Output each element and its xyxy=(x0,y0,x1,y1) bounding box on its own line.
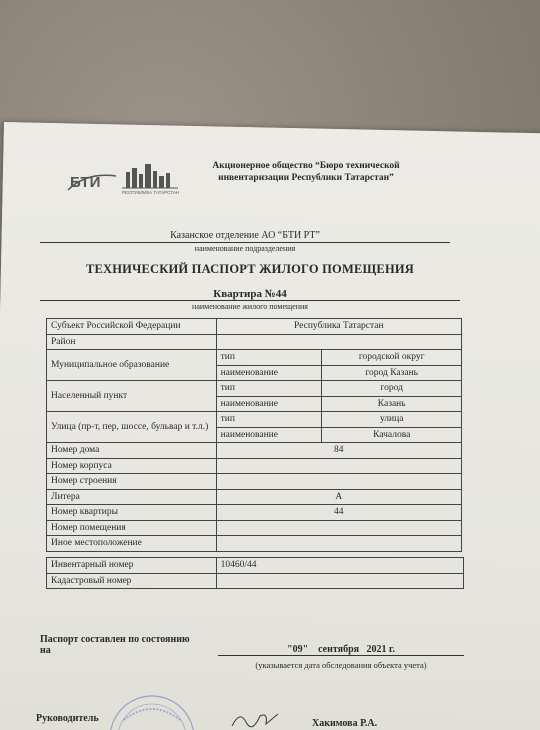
street-name: Качалова xyxy=(322,427,462,443)
locality-name: Казань xyxy=(322,396,462,412)
bti-logo xyxy=(66,162,186,200)
passport-label-line-2: на xyxy=(40,645,51,656)
apartment-caption: наименование жилого помещения xyxy=(192,302,308,311)
document-title: ТЕХНИЧЕСКИЙ ПАСПОРТ ЖИЛОГО ПОМЕЩЕНИЯ xyxy=(85,262,415,276)
department-caption: наименование подразделения xyxy=(194,244,296,253)
table-row xyxy=(47,536,462,552)
table-row xyxy=(47,505,462,521)
head-name: Хакимова Р.А. xyxy=(312,718,378,729)
cadastral-label: Кадастровый номер xyxy=(47,573,217,589)
signature xyxy=(228,708,288,730)
locality-type: город xyxy=(322,381,462,397)
name-label: наименование xyxy=(216,427,322,443)
table-row xyxy=(47,443,462,459)
table-row xyxy=(47,474,462,490)
subject-value: Республика Татарстан xyxy=(216,319,461,335)
structure-label: Номер строения xyxy=(47,474,217,490)
type-label: тип xyxy=(216,381,322,397)
building-value xyxy=(216,458,461,474)
table-row xyxy=(47,573,464,589)
apartment-value: Квартира №44 xyxy=(40,288,460,301)
table-row xyxy=(47,412,462,428)
passport-label-line-1: Паспорт составлен по состоянию xyxy=(40,634,190,645)
municipal-type: городской округ xyxy=(322,350,462,366)
house-value: 84 xyxy=(216,443,461,459)
other-location-value xyxy=(216,536,461,552)
municipal-name: город Казань xyxy=(322,365,462,381)
room-value xyxy=(216,520,461,536)
municipal-label: Муниципальное образование xyxy=(47,350,217,381)
cadastral-value xyxy=(216,573,463,589)
organization-name xyxy=(206,160,406,184)
inventory-value: 10460/44 xyxy=(216,558,463,574)
building-label: Номер корпуса xyxy=(47,458,217,474)
inventory-label: Инвентарный номер xyxy=(47,558,217,574)
passport-state-label xyxy=(40,634,220,656)
table-row xyxy=(47,381,462,397)
district-value xyxy=(216,334,461,350)
litera-label: Литера xyxy=(47,489,217,505)
table-row xyxy=(47,319,462,335)
other-location-label: Иное местоположение xyxy=(47,536,217,552)
locality-label: Населенный пункт xyxy=(47,381,217,412)
street-label: Улица (пр-т, пер, шоссе, бульвар и т.л.) xyxy=(47,412,217,443)
street-type: улица xyxy=(322,412,462,428)
name-label: наименование xyxy=(216,396,322,412)
litera-value: А xyxy=(216,489,461,505)
district-label: Район xyxy=(47,334,217,350)
room-label: Номер помещения xyxy=(47,520,217,536)
address-table xyxy=(46,318,462,552)
table-row xyxy=(47,520,462,536)
org-line-2: инвентаризации Республики Татарстан” xyxy=(218,173,394,183)
logo-subtext: РЕСПУБЛИКА ТАТАРСТАН xyxy=(122,190,180,195)
survey-date: "09" сентября 2021 г. xyxy=(218,644,464,656)
house-label: Номер дома xyxy=(47,443,217,459)
apartment-number-value: 44 xyxy=(216,505,461,521)
table-row xyxy=(47,458,462,474)
table-row xyxy=(47,334,462,350)
survey-date-caption: (указывается дата обследования объекта учета) xyxy=(255,660,427,670)
inventory-table xyxy=(46,557,464,589)
name-label: наименование xyxy=(216,365,322,381)
round-stamp xyxy=(104,690,200,730)
type-label: тип xyxy=(216,350,322,366)
subject-label: Субъект Российской Федерации xyxy=(47,319,217,335)
head-label: Руководитель xyxy=(36,713,99,724)
apartment-number-label: Номер квартиры xyxy=(47,505,217,521)
department-value: Казанское отделение АО “БТИ РТ” xyxy=(40,230,450,243)
type-label: тип xyxy=(216,412,322,428)
structure-value xyxy=(216,474,461,490)
org-line-1: Акционерное общество “Бюро технической xyxy=(212,161,400,171)
logo-text: БТИ xyxy=(70,174,101,191)
table-row xyxy=(47,489,462,505)
table-row xyxy=(47,558,464,574)
table-row xyxy=(47,350,462,366)
